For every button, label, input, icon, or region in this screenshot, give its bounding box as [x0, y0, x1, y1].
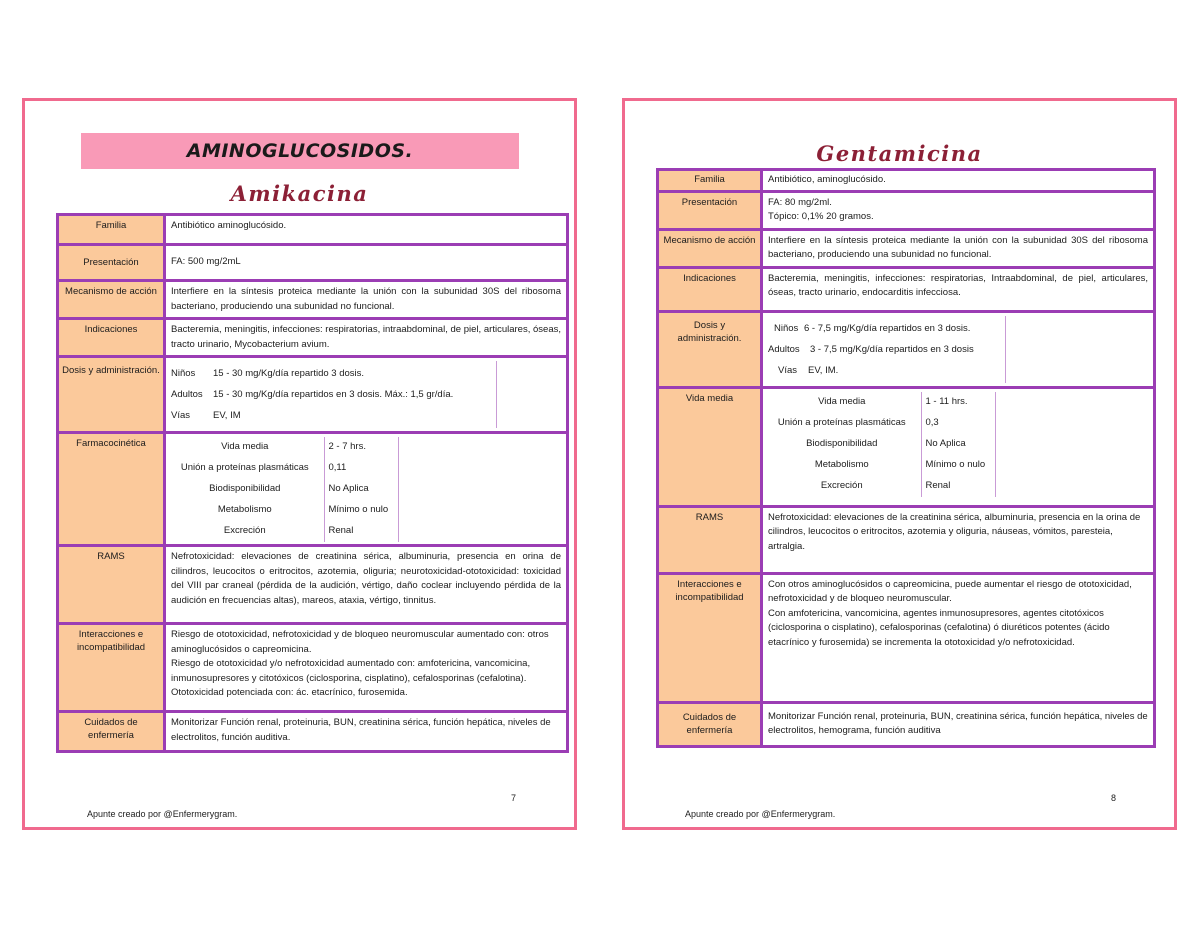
row-rams — [658, 506, 1155, 573]
page-number: 7 — [511, 793, 517, 803]
pk-row: Biodisponibilidad No Aplica — [763, 434, 995, 455]
label-indicaciones: Indicaciones — [658, 267, 762, 311]
label-cuidados: Cuidados de enfermería — [58, 712, 165, 752]
row-vida-media — [658, 387, 1155, 506]
label-presentacion: Presentación — [658, 191, 762, 229]
pk-row: Unión a proteínas plasmáticas 0,11 — [166, 458, 398, 479]
value-familia: Antibiótico, aminoglucósido. — [762, 170, 1155, 192]
section-banner — [81, 133, 519, 169]
value-indicaciones: Bacteremia, meningitis, infecciones: respiratorias, Intraabdominal, de piel, articulares, óseas, tracto urinario, endocarditis infecciosa. — [762, 267, 1155, 311]
label-dosis: Dosis y administración. — [58, 357, 165, 433]
pk-row: Biodisponibilidad No Aplica — [166, 479, 398, 500]
value-interacciones: Riesgo de ototoxicidad, nefrotoxicidad y de bloqueo neuromuscular aumentado con: otros aminoglucósidos o capreomicina. Riesgo de ototoxicidad y/o nefrotoxicidad aumentado con: amfotericina, vancomicina, inmunosupresores y citotóxicos (ciclosporina, cisplatino), cefalosporinas (cefalotina). Ototoxicidad potenciada con: ác. etacrínico, furosemida. — [165, 624, 568, 712]
label-indicaciones: Indicaciones — [58, 319, 165, 357]
label-mecanismo: Mecanismo de acción — [658, 229, 762, 267]
dose-row-adultos: Adultos 3 - 7,5 mg/Kg/día repartidos en 3 dosis — [768, 343, 974, 355]
drug-title-gentamicina: Gentamicina — [816, 141, 983, 166]
label-mecanismo: Mecanismo de acción — [58, 281, 165, 319]
row-cuidados — [58, 712, 568, 752]
pk-table — [763, 392, 996, 497]
value-presentacion: FA: 80 mg/2ml. Tópico: 0,1% 20 gramos. — [762, 191, 1155, 229]
drug-table-amikacina — [56, 213, 569, 753]
row-presentacion — [58, 245, 568, 281]
row-interacciones — [658, 573, 1155, 702]
value-dosis — [762, 311, 1155, 387]
value-rams: Nefrotoxicidad: elevaciones de creatinina sérica, albuminuria, presencia en orina de cilindros, leucocitos o eritrocitos, azotemia, oliguria; neurotoxicidad-ototoxicidad: toxicidad del VIII par craneal (pérdida de la audición, vértigo, daño coclear incluyendo pérdida de la audición en frecuencias altas), mareos, ataxia, vértigo, tinnitus. — [165, 546, 568, 624]
value-farmacocinetica — [165, 433, 568, 546]
label-dosis: Dosis y administración. — [658, 311, 762, 387]
pk-row: Metabolismo Mínimo o nulo — [763, 455, 995, 476]
pk-row: Unión a proteínas plasmáticas 0,3 — [763, 413, 995, 434]
row-rams — [58, 546, 568, 624]
dose-box — [768, 316, 1006, 383]
dose-box — [171, 361, 497, 428]
label-rams: RAMS — [58, 546, 165, 624]
page-gentamicina — [622, 98, 1177, 830]
pk-row: Metabolismo Mínimo o nulo — [166, 500, 398, 521]
dose-row-vias: Vías EV, IM — [171, 410, 241, 421]
pk-row: Excreción Renal — [763, 476, 995, 497]
value-dosis — [165, 357, 568, 433]
drug-title-amikacina: Amikacina — [230, 181, 369, 206]
banner-title: AMINOGLUCOSIDOS. — [186, 140, 414, 162]
footer-credit: Apunte creado por @Enfermerygram. — [87, 809, 238, 819]
value-presentacion: FA: 500 mg/2mL — [165, 245, 568, 281]
row-cuidados — [658, 702, 1155, 746]
value-mecanismo: Interfiere en la síntesis proteica mediante la unión con la subunidad 30S del ribosoma bacteriano, produciendo una subunidad no funcional. — [762, 229, 1155, 267]
pk-row: Vida media 1 - 11 hrs. — [763, 392, 995, 413]
page-number: 8 — [1111, 793, 1117, 803]
label-farmacocinetica: Farmacocinética — [58, 433, 165, 546]
row-mecanismo — [658, 229, 1155, 267]
row-familia — [658, 170, 1155, 192]
row-farmacocinetica — [58, 433, 568, 546]
value-rams: Nefrotoxicidad: elevaciones de la creatinina sérica, albuminuria, presencia en la orina de cilindros, leucocitos o eritrocitos, azotemia y oliguria, náuseas, vómitos, paresteia, artralgia. — [762, 506, 1155, 573]
dose-row-ninos: Niños 6 - 7,5 mg/Kg/día repartidos en 3 dosis. — [774, 322, 971, 334]
value-mecanismo: Interfiere en la síntesis proteica mediante la unión con la subunidad 30S del ribosoma bacteriano, produciendo una subunidad no funcional. — [165, 281, 568, 319]
row-presentacion — [658, 191, 1155, 229]
drug-table-gentamicina — [656, 168, 1156, 748]
dose-row-vias: Vías EV, IM. — [778, 364, 839, 376]
value-indicaciones: Bacteremia, meningitis, infecciones: respiratorias, intraabdominal, de piel, articulares, óseas, tracto urinario, Mycobacterium avium. — [165, 319, 568, 357]
label-vida-media: Vida media — [658, 387, 762, 506]
row-indicaciones — [658, 267, 1155, 311]
label-interacciones: Interacciones e incompatibilidad — [658, 573, 762, 702]
value-interacciones: Con otros aminoglucósidos o capreomicina, puede aumentar el riesgo de ototoxicidad, nefrotoxicidad y de bloqueo neuromuscular. Con amfotericina, vancomicina, agentes inmunosupresores, agentes citotóxicos (ciclosporina o cisplatino), cefalosporinas (cefalotina) ó diuréticos potentes (ácido etacrínico y furosemida) se incrementa la ototoxicidad y/o nefrotoxicidad. — [762, 573, 1155, 702]
pk-row: Excreción Renal — [166, 521, 398, 542]
footer-credit: Apunte creado por @Enfermerygram. — [685, 809, 836, 819]
label-interacciones: Interacciones e incompatibilidad — [58, 624, 165, 712]
label-familia: Familia — [658, 170, 762, 192]
row-indicaciones — [58, 319, 568, 357]
pk-row: Vida media 2 - 7 hrs. — [166, 437, 398, 458]
pk-table — [166, 437, 399, 542]
page-amikacina — [22, 98, 577, 830]
row-dosis — [58, 357, 568, 433]
value-farmacocinetica — [762, 387, 1155, 506]
label-familia: Familia — [58, 215, 165, 245]
row-dosis — [658, 311, 1155, 387]
row-familia — [58, 215, 568, 245]
dose-row-ninos: Niños 15 - 30 mg/Kg/día repartido 3 dosis. — [171, 368, 365, 379]
value-cuidados: Monitorizar Función renal, proteinuria, BUN, creatinina sérica, función hepática, niveles de electrolitos, función auditiva. — [165, 712, 568, 752]
dose-row-adultos: Adultos 15 - 30 mg/Kg/día repartidos en 3 dosis. Máx.: 1,5 gr/día. — [171, 389, 454, 400]
label-cuidados: Cuidados de enfermería — [658, 702, 762, 746]
value-cuidados: Monitorizar Función renal, proteinuria, BUN, creatinina sérica, función hepática, niveles de electrolitos, hemograma, función auditiva — [762, 702, 1155, 746]
row-interacciones — [58, 624, 568, 712]
row-mecanismo — [58, 281, 568, 319]
label-rams: RAMS — [658, 506, 762, 573]
label-presentacion: Presentación — [58, 245, 165, 281]
value-familia: Antibiótico aminoglucósido. — [165, 215, 568, 245]
